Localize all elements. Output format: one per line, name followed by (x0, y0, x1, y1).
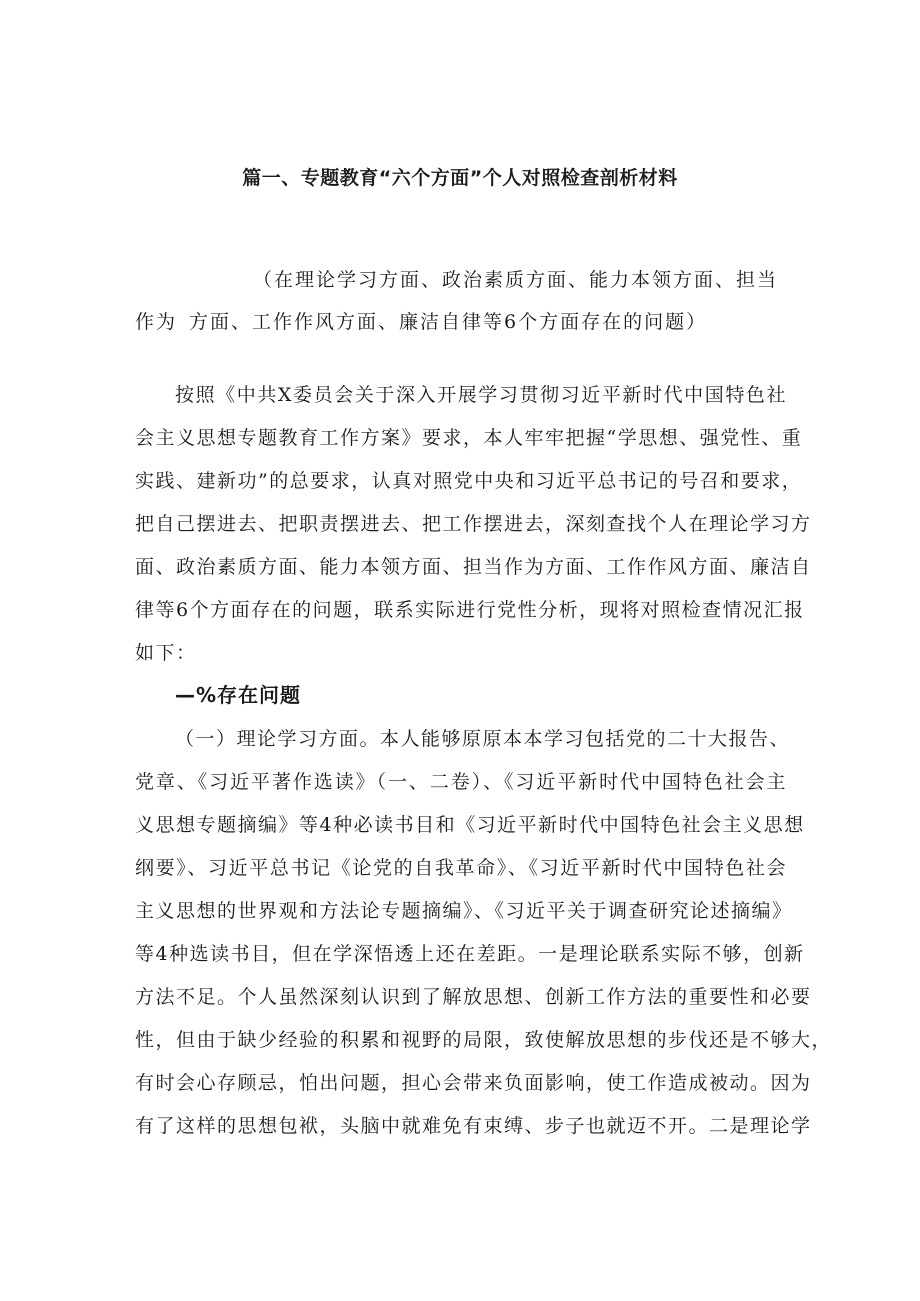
intro-line: 把自己摆进去、把职责摆进去、把工作摆进去，深刻查找个人在理论学习方 (135, 513, 812, 535)
section-line: 性，但由于缺少经验的积累和视野的局限，致使解放思想的步伐还是不够大， (135, 1029, 833, 1051)
intro-line: 面、政治素质方面、能力本领方面、担当作为方面、工作作风方面、廉洁自 (135, 556, 812, 578)
section-line: 纲要》、习近平总书记《论党的自我革命》、《习近平新时代中国特色社会 (135, 857, 787, 879)
intro-line: 律等6个方面存在的问题，联系实际进行党性分析，现将对照检查情况汇报 (135, 599, 805, 621)
intro-line: 如下： (135, 642, 197, 664)
section-line: 方法不足。个人虽然深刻认识到了解放思想、创新工作方法的重要性和必要 (135, 986, 812, 1008)
subtitle-line-2: 方面、工作作风方面、廉洁自律等6个方面存在的问题） (189, 311, 708, 333)
section-line: （一）理论学习方面。本人能够原原本本学习包括党的二十大报告、 (175, 728, 791, 750)
intro-paragraph (135, 374, 812, 675)
intro-line: 按照《中共X委员会关于深入开展学习贯彻习近平新时代中国特色社 (175, 384, 787, 406)
section-line: 主义思想的世界观和方法论专题摘编》、《习近平关于调查研究论述摘编》 (135, 900, 793, 922)
section-line: 党章、《习近平著作选读》（一、二卷）、《习近平新时代中国特色社会主 (135, 771, 787, 793)
section-line: 等4种选读书目，但在学深悟透上还在差距。一是理论联系实际不够，创新 (135, 943, 805, 965)
intro-line: 实践、建新功”的总要求，认真对照党中央和习近平总书记的号召和要求， (135, 470, 803, 492)
section-line: 有了这样的思想包袱，头脑中就难免有束缚、步子也就迈不开。二是理论学 (135, 1115, 812, 1137)
theory-study-paragraph (135, 718, 833, 1148)
subtitle-line-1: （在理论学习方面、政治素质方面、能力本领方面、担当作为 (135, 269, 779, 333)
section-heading: —%存在问题 (175, 683, 302, 707)
section-line: 有时会心存顾忌，怕出问题，担心会带来负面影响，使工作造成被动。因为 (135, 1072, 812, 1094)
section-line: 义思想专题摘编》等4种必读书目和《习近平新时代中国特色社会主义思想 (135, 814, 805, 836)
intro-line: 会主义思想专题教育工作方案》要求，本人牢牢把握“学思想、强党性、重 (135, 427, 803, 449)
document-title: 篇一、专题教育“六个方面”个人对照检查剖析材料 (242, 167, 678, 189)
